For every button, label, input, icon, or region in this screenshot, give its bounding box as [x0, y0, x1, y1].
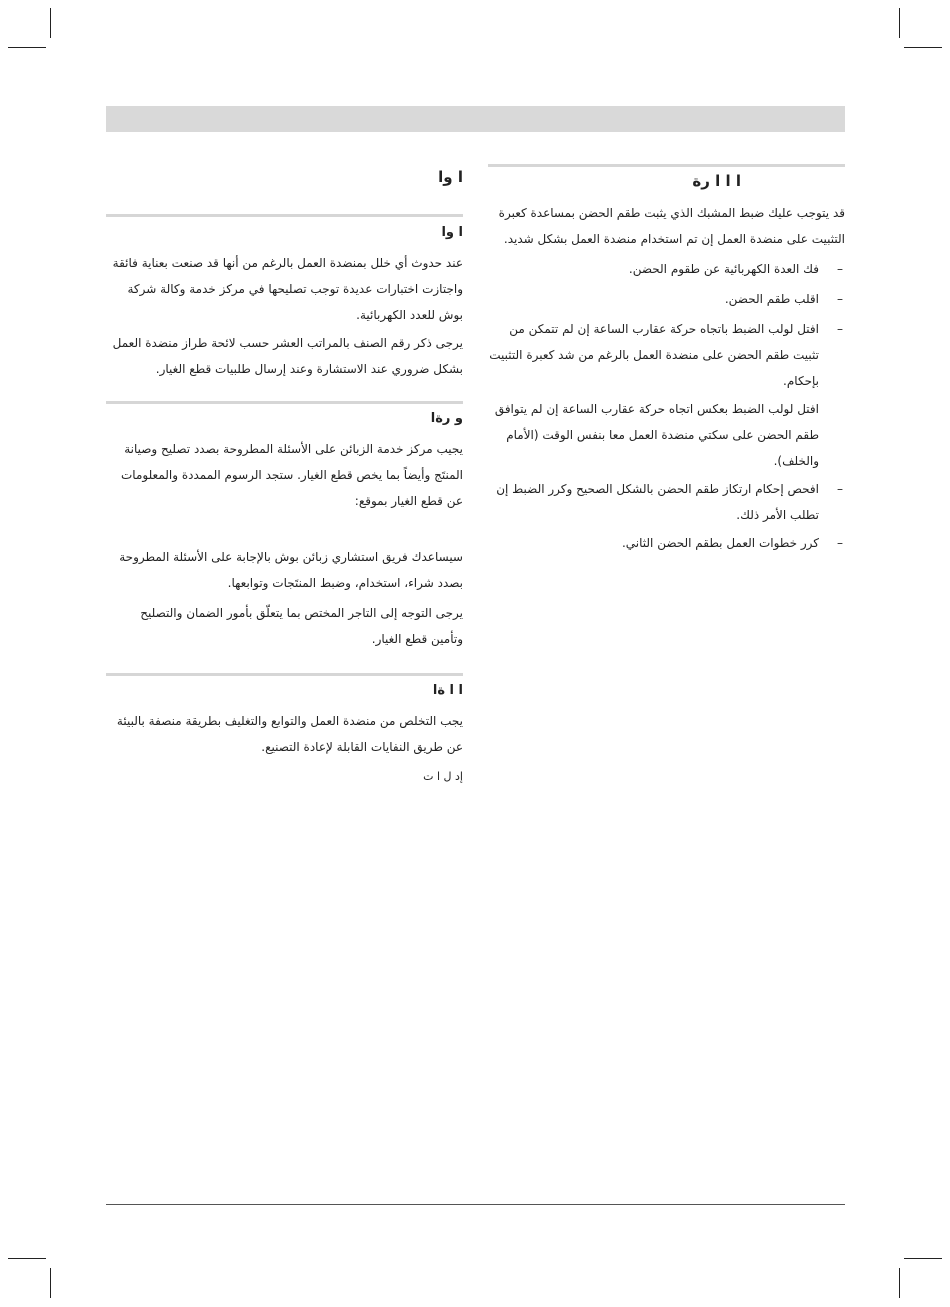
dash-marker: – — [837, 322, 843, 336]
note-line: إد ل ا ت — [423, 770, 463, 783]
subsection-title: و رةا — [430, 411, 463, 426]
step-item — [488, 256, 843, 282]
footer-rule — [106, 1204, 845, 1205]
crop-mark — [904, 1258, 942, 1259]
section-rule — [488, 164, 845, 167]
paragraph: يرجى ذكر رقم الصنف بالمراتب العشر حسب لائحة طراز منضدة العمل بشكل ضروري عند الاستشارة وعند إرسال طلبيات قطع الغيار. — [112, 336, 463, 376]
paragraph: يرجى التوجه إلى التاجر المختص بما يتعلّق بأمور الضمان والتصليح وتأمين قطع الغيار. — [140, 606, 463, 646]
step-text: افتل لولب الضبط باتجاه حركة عقارب الساعة إن لم تتمكن من تثبيت طقم الحضن على منضدة العمل بالرغم من شد كعبرة التثبيت بإحكام. — [489, 322, 819, 388]
step-text: فك العدة الكهربائية عن طقوم الحضن. — [628, 262, 819, 276]
subsection-title: ا ا ةا — [432, 683, 463, 698]
step-item — [488, 396, 819, 474]
intro-paragraph: قد يتوجب عليك ضبط المشبك الذي يثبت طقم الحضن بمساعدة كعبرة التثبيت على منضدة العمل إن تم استخدام منضدة العمل بشكل شديد. — [498, 206, 845, 246]
step-text: كرر خطوات العمل بطقم الحضن الثاني. — [621, 536, 819, 550]
crop-mark — [8, 1258, 46, 1259]
section-heading: ا وا — [438, 168, 463, 186]
crop-mark — [50, 1268, 51, 1298]
crop-mark — [904, 47, 942, 48]
section-heading: ا ا ا رة — [692, 172, 741, 190]
dash-marker: – — [837, 536, 843, 550]
dash-marker: – — [837, 292, 843, 306]
section-rule — [106, 673, 463, 676]
step-item — [488, 286, 843, 312]
subsection-title: ا وا — [441, 225, 463, 240]
paragraph: عند حدوث أي خلل بمنضدة العمل بالرغم من أنها قد صنعت بعناية فائقة واجتازت اختبارات عديدة توجب تصليحها في مركز خدمة وكالة شركة بوش للعدد الكهربائية. — [112, 256, 463, 322]
step-item — [488, 476, 843, 528]
crop-mark — [8, 47, 46, 48]
dash-marker: – — [837, 482, 843, 496]
step-text: اقلب طقم الحضن. — [724, 292, 819, 306]
step-item — [488, 530, 843, 556]
paragraph: سيساعدك فريق استشاري زبائن بوش بالإجابة على الأسئلة المطروحة بصدد شراء، استخدام، وضبط المنتَجات وتوابعها. — [119, 550, 463, 590]
crop-mark — [50, 8, 51, 38]
step-text: افتل لولب الضبط بعكس اتجاه حركة عقارب الساعة إن لم يتوافق طقم الحضن على سكتي منضدة العمل معا بنفس الوقت (الأمام والخلف). — [494, 402, 819, 468]
page-header-bar — [106, 106, 845, 132]
crop-mark — [899, 1268, 900, 1298]
section-rule — [106, 401, 463, 404]
step-item — [488, 316, 843, 394]
crop-mark — [899, 8, 900, 38]
step-text: افحص إحكام ارتكاز طقم الحضن بالشكل الصحيح وكرر الضبط إن تطلب الأمر ذلك. — [496, 482, 819, 522]
dash-marker: – — [837, 262, 843, 276]
paragraph: يجيب مركز خدمة الزبائن على الأسئلة المطروحة بصدد تصليح وصيانة المنتَج وأيضاً بما يخص قطع الغيار. ستجد الرسوم الممددة والمعلومات عن قطع الغيار بموقع: — [120, 442, 463, 508]
paragraph: يجب التخلص من منضدة العمل والتوابع والتغليف بطريقة منصفة بالبيئة عن طريق النفايات القابلة لإعادة التصنيع. — [116, 714, 463, 754]
section-rule — [106, 214, 463, 217]
